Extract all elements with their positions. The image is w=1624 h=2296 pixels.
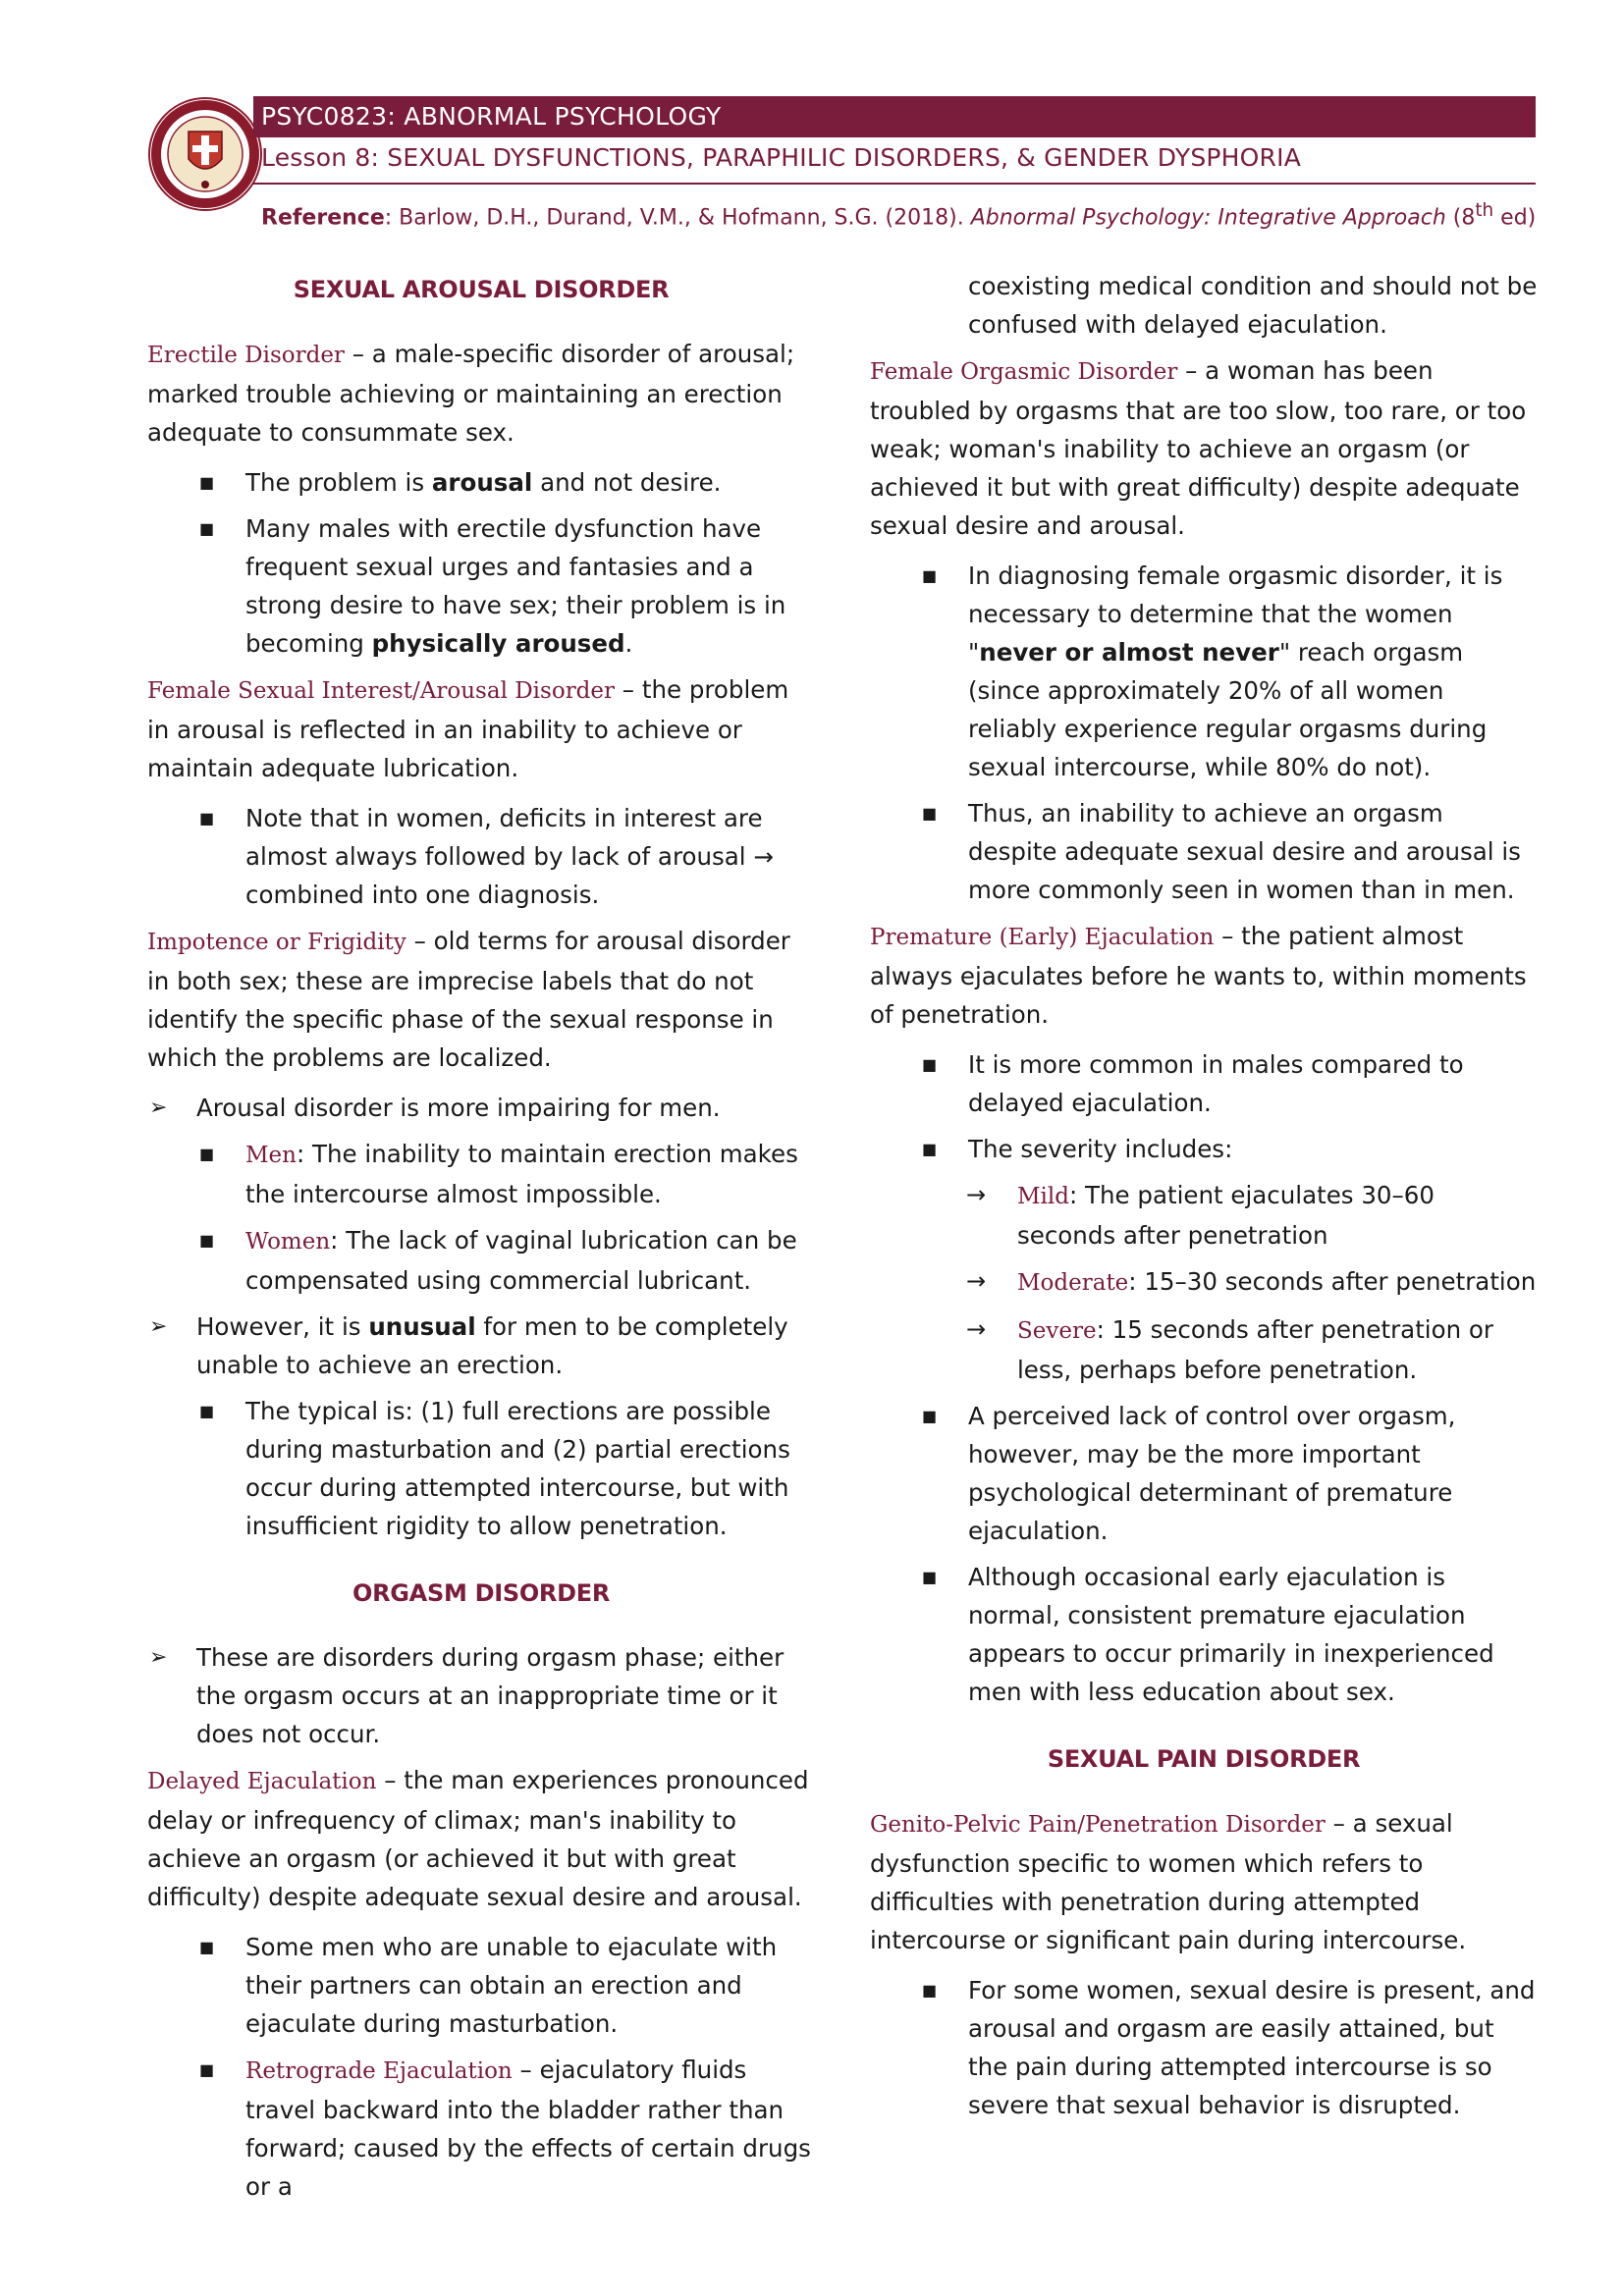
- term-moderate: Moderate: [1017, 1270, 1129, 1296]
- header-divider: [253, 183, 1536, 185]
- reference-edition: (8: [1445, 205, 1476, 231]
- bullet-text: Note that in women, deficits in interest are almost always followed by lack of arousal → combined into one diagnosis.: [245, 804, 774, 909]
- square-bullet-icon: ■: [199, 809, 215, 828]
- delayed-def-text: – the man experiences pronounced delay or infrequency of climax; man's inability to achieve an orgasm (or achieved it but with great difficulty) despite adequate sexual desire and arousal.: [147, 1766, 809, 1911]
- bullet-item: [147, 509, 815, 663]
- reference-authors: : Barlow, D.H., Durand, V.M., & Hofmann, S.G. (2018).: [384, 205, 964, 231]
- bullet-item: [870, 1558, 1538, 1711]
- delayed-ejaculation-definition: [147, 1761, 815, 1916]
- bullet-text: : The patient ejaculates 30–60 seconds after penetration: [1017, 1181, 1435, 1250]
- bullet-text: – ejaculatory fluids travel backward into the bladder rather than forward; caused by the effects of certain drugs or a: [245, 2056, 811, 2201]
- bullet-text: : 15–30 seconds after penetration: [1128, 1267, 1537, 1296]
- pe-def-text: – the patient almost always ejaculates before he wants to, within moments of penetration.: [870, 922, 1527, 1029]
- bullet-item: [870, 1045, 1538, 1122]
- bullet-text: In diagnosing female orgasmic disorder, it is necessary to determine that the women ": [968, 561, 1503, 667]
- bullet-text: It is more common in males compared to delayed ejaculation.: [968, 1050, 1464, 1117]
- right-arrow-icon: →: [966, 1315, 987, 1343]
- term-mild: Mild: [1017, 1184, 1069, 1209]
- fod-def-text: – a woman has been troubled by orgasms that are too slow, too rare, or too weak; woman's inability to achieve an orgasm (or achieved it but with great difficulty) despite adequate sexual desire and arousal.: [870, 356, 1527, 540]
- square-bullet-icon: ■: [922, 566, 938, 585]
- arrow-bullet-item: [147, 1089, 815, 1127]
- bullet-text: for men to be completely unable to achieve an erection.: [196, 1312, 788, 1379]
- bullet-text: and not desire.: [532, 468, 722, 497]
- square-bullet-icon: ■: [922, 804, 938, 823]
- square-bullet-icon: ■: [199, 1145, 215, 1163]
- bullet-item: [870, 557, 1538, 786]
- bullet-text: Thus, an inability to achieve an orgasm despite adequate sexual desire and arousal is more commonly seen in women than in men.: [968, 799, 1521, 904]
- bullet-item: [147, 463, 815, 502]
- term-women: Women: [245, 1229, 331, 1255]
- bullet-continuation: [870, 267, 1538, 344]
- right-arrow-icon: →: [966, 1181, 987, 1208]
- bullet-text: However, it is: [196, 1312, 369, 1341]
- square-bullet-icon: ■: [199, 2060, 215, 2079]
- bullet-item: [147, 1135, 815, 1213]
- bullet-text: " reach orgasm (since approximately 20% of all women reliably experience regular orgasms during sexual intercourse, while 80% do not).: [968, 638, 1488, 781]
- term-genito-pelvic: Genito-Pelvic Pain/Penetration Disorder: [870, 1812, 1326, 1838]
- arrow-bullet-item: [147, 1638, 815, 1753]
- bullet-text: The typical is: (1) full erections are possible during masturbation and (2) partial erections occur during attempted intercourse, but with insufficient rigidity to allow penetration.: [245, 1397, 790, 1540]
- bullet-text: The problem is: [245, 468, 432, 497]
- bullet-item: [147, 2051, 815, 2206]
- square-bullet-icon: ■: [922, 1407, 938, 1425]
- section-heading-arousal: SEXUAL AROUSAL DISORDER: [293, 276, 670, 303]
- lesson-title: Lesson 8: SEXUAL DYSFUNCTIONS, PARAPHILIC DISORDERS, & GENDER DYSPHORIA: [261, 143, 1301, 172]
- bullet-text: The severity includes:: [968, 1135, 1233, 1163]
- bullet-item: [147, 799, 815, 914]
- term-severe: Severe: [1017, 1318, 1097, 1344]
- bullet-text: A perceived lack of control over orgasm, however, may be the more important psychological determinant of premature ejaculation.: [968, 1402, 1456, 1545]
- bullet-text: These are disorders during orgasm phase; either the orgasm occurs at an inappropriate time or it does not occur.: [196, 1643, 785, 1748]
- reference-edition-end: ed): [1493, 205, 1537, 231]
- female-def-text: – the problem in arousal is reflected in an inability to achieve or maintain adequate lubrication.: [147, 675, 789, 782]
- bullet-item: [870, 1397, 1538, 1550]
- reference-book-title: Abnormal Psychology: Integrative Approach: [970, 205, 1446, 231]
- gp-def-text: – a sexual dysfunction specific to women which refers to difficulties with penetration during attempted intercourse or significant pain during intercourse.: [870, 1809, 1467, 1954]
- bold-text: arousal: [431, 468, 533, 497]
- bold-text: never or almost never: [979, 638, 1279, 667]
- term-retrograde-ejaculation: Retrograde Ejaculation: [245, 2058, 513, 2084]
- bullet-text: For some women, sexual desire is present, and arousal and orgasm are easily attained, but the pain during attempted intercourse is so severe that sexual behavior is disrupted.: [968, 1976, 1536, 2119]
- term-impotence: Impotence or Frigidity: [147, 930, 406, 955]
- bullet-text: Although occasional early ejaculation is normal, consistent premature ejaculation appears to occur primarily in inexperienced men with less education about sex.: [968, 1563, 1494, 1706]
- bullet-text: Many males with erectile dysfunction have frequent sexual urges and fantasies and a strong desire to have sex; their problem is in becoming: [245, 514, 786, 658]
- term-premature-ejaculation: Premature (Early) Ejaculation: [870, 925, 1215, 950]
- erectile-def-text: – a male-specific disorder of arousal; marked trouble achieving or maintaining an erection adequate to consummate sex.: [147, 340, 795, 447]
- section-heading-pain: SEXUAL PAIN DISORDER: [1047, 1745, 1361, 1773]
- term-erectile-disorder: Erectile Disorder: [147, 343, 345, 368]
- term-men: Men: [245, 1143, 297, 1168]
- left-column: [147, 267, 815, 2214]
- bullet-text: : The inability to maintain erection makes the intercourse almost impossible.: [245, 1140, 798, 1208]
- female-arousal-definition: [147, 670, 815, 787]
- premature-ejaculation-definition: [870, 917, 1538, 1034]
- bullet-item: [870, 1971, 1538, 2124]
- bullet-item: [870, 1130, 1538, 1168]
- bullet-item: [147, 1928, 815, 2043]
- arrow-bullet-item: [147, 1308, 815, 1384]
- university-seal-logo: [147, 96, 263, 212]
- square-bullet-icon: ■: [199, 1402, 215, 1420]
- bullet-text: Arousal disorder is more impairing for men.: [196, 1094, 721, 1122]
- square-bullet-icon: ■: [922, 1140, 938, 1158]
- bullet-text: Some men who are unable to ejaculate with their partners can obtain an erection and ejaculate during masturbation.: [245, 1933, 778, 2038]
- impotence-definition: [147, 922, 815, 1077]
- arrow-bullet-icon: ➢: [149, 1095, 168, 1120]
- bullet-item: [870, 794, 1538, 909]
- square-bullet-icon: ■: [199, 519, 215, 538]
- impotence-def-text: – old terms for arousal disorder in both sex; these are imprecise labels that do not identify the specific phase of the sexual response in which the problems are localized.: [147, 927, 790, 1072]
- arrow-bullet-icon: ➢: [149, 1645, 168, 1670]
- bullet-text: .: [624, 629, 633, 658]
- reference-edition-sup: th: [1475, 200, 1494, 221]
- bullet-item: [147, 1392, 815, 1545]
- bullet-text: : The lack of vaginal lubrication can be compensated using commercial lubricant.: [245, 1226, 797, 1295]
- course-title-bar: PSYC0823: ABNORMAL PSYCHOLOGY: [253, 96, 1536, 137]
- bold-text: physically aroused: [371, 629, 625, 658]
- term-female-arousal: Female Sexual Interest/Arousal Disorder: [147, 678, 616, 704]
- right-arrow-icon: →: [966, 1267, 987, 1295]
- square-bullet-icon: ■: [922, 1055, 938, 1074]
- arrow-bullet-icon: ➢: [149, 1314, 168, 1339]
- section-heading-orgasm: ORGASM DISORDER: [352, 1579, 610, 1607]
- severity-item-mild: [870, 1176, 1538, 1255]
- right-column: [870, 267, 1538, 2132]
- bold-text: unusual: [368, 1312, 476, 1341]
- term-delayed-ejaculation: Delayed Ejaculation: [147, 1769, 377, 1794]
- severity-item-moderate: [870, 1262, 1538, 1303]
- bullet-item: [147, 1221, 815, 1300]
- square-bullet-icon: ■: [922, 1568, 938, 1586]
- square-bullet-icon: ■: [922, 1981, 938, 2000]
- reference-label: Reference: [261, 205, 385, 231]
- bullet-text: : 15 seconds after penetration or less, perhaps before penetration.: [1017, 1315, 1493, 1384]
- square-bullet-icon: ■: [199, 1938, 215, 1956]
- bullet-text: coexisting medical condition and should not be confused with delayed ejaculation.: [968, 272, 1538, 339]
- female-orgasmic-definition: [870, 351, 1538, 545]
- reference-line: [261, 200, 1536, 230]
- square-bullet-icon: ■: [199, 1231, 215, 1250]
- erectile-definition: [147, 335, 815, 452]
- square-bullet-icon: ■: [199, 473, 215, 492]
- term-female-orgasmic-disorder: Female Orgasmic Disorder: [870, 359, 1178, 385]
- severity-item-severe: [870, 1310, 1538, 1389]
- genito-pelvic-definition: [870, 1804, 1538, 1959]
